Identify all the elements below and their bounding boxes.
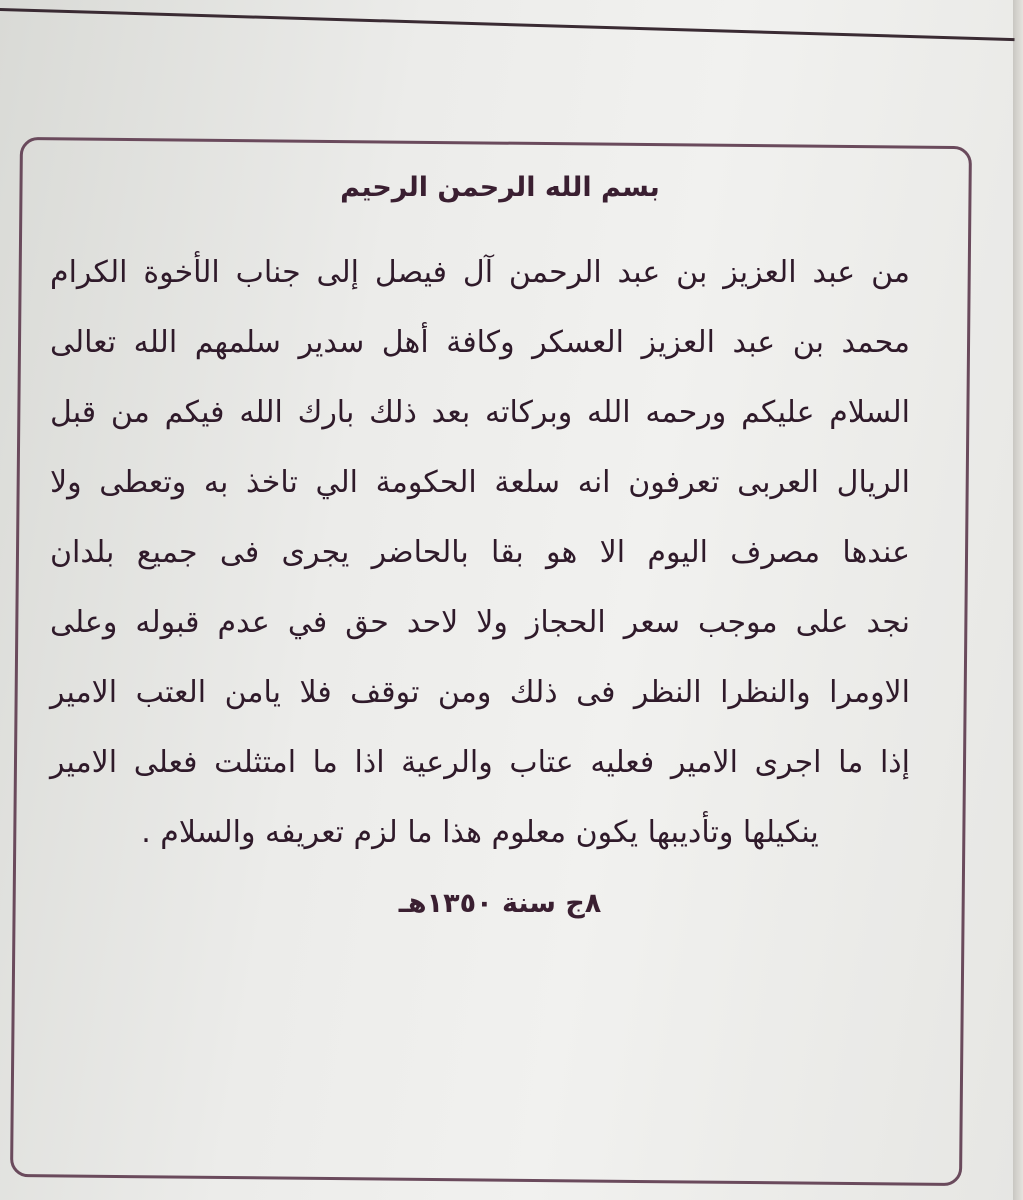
page-edge: [1013, 0, 1023, 1200]
letter-line: عندها مصرف اليوم الا هو بقا بالحاضر يجرى فى جميع بلدان: [50, 535, 910, 570]
letter-date: ٨ج سنة ١٣٥٠هـ: [398, 888, 602, 919]
letter-body: [50, 238, 910, 868]
letter-closing-line: ينكيلها وتأديبها يكون معلوم هذا ما لزم تعريفه والسلام .: [141, 815, 819, 850]
letter-line: الريال العربى تعرفون انه سلعة الحكومة الي تاخذ به وتعطى ولا: [50, 465, 910, 500]
letter-line: من عبد العزيز بن عبد الرحمن آل فيصل إلى جناب الأخوة الكرام: [50, 255, 910, 290]
letter-line: نجد على موجب سعر الحجاز ولا لاحد حق في عدم قبوله وعلى: [50, 605, 910, 640]
letter-line: محمد بن عبد العزيز العسكر وكافة أهل سدير سلمهم الله تعالى: [50, 325, 910, 360]
basmala-heading: بسم الله الرحمن الرحيم: [340, 172, 660, 203]
letter-line: السلام عليكم ورحمه الله وبركاته بعد ذلك بارك الله فيكم من قبل: [50, 395, 910, 430]
letter-line: الاومرا والنظرا النظر فى ذلك ومن توقف فلا يامن العتب الامير: [50, 675, 910, 710]
top-rule-line: [0, 8, 1015, 41]
letter-line: إذا ما اجرى الامير فعليه عتاب والرعية اذا ما امتثلت فعلى الامير: [50, 745, 910, 780]
